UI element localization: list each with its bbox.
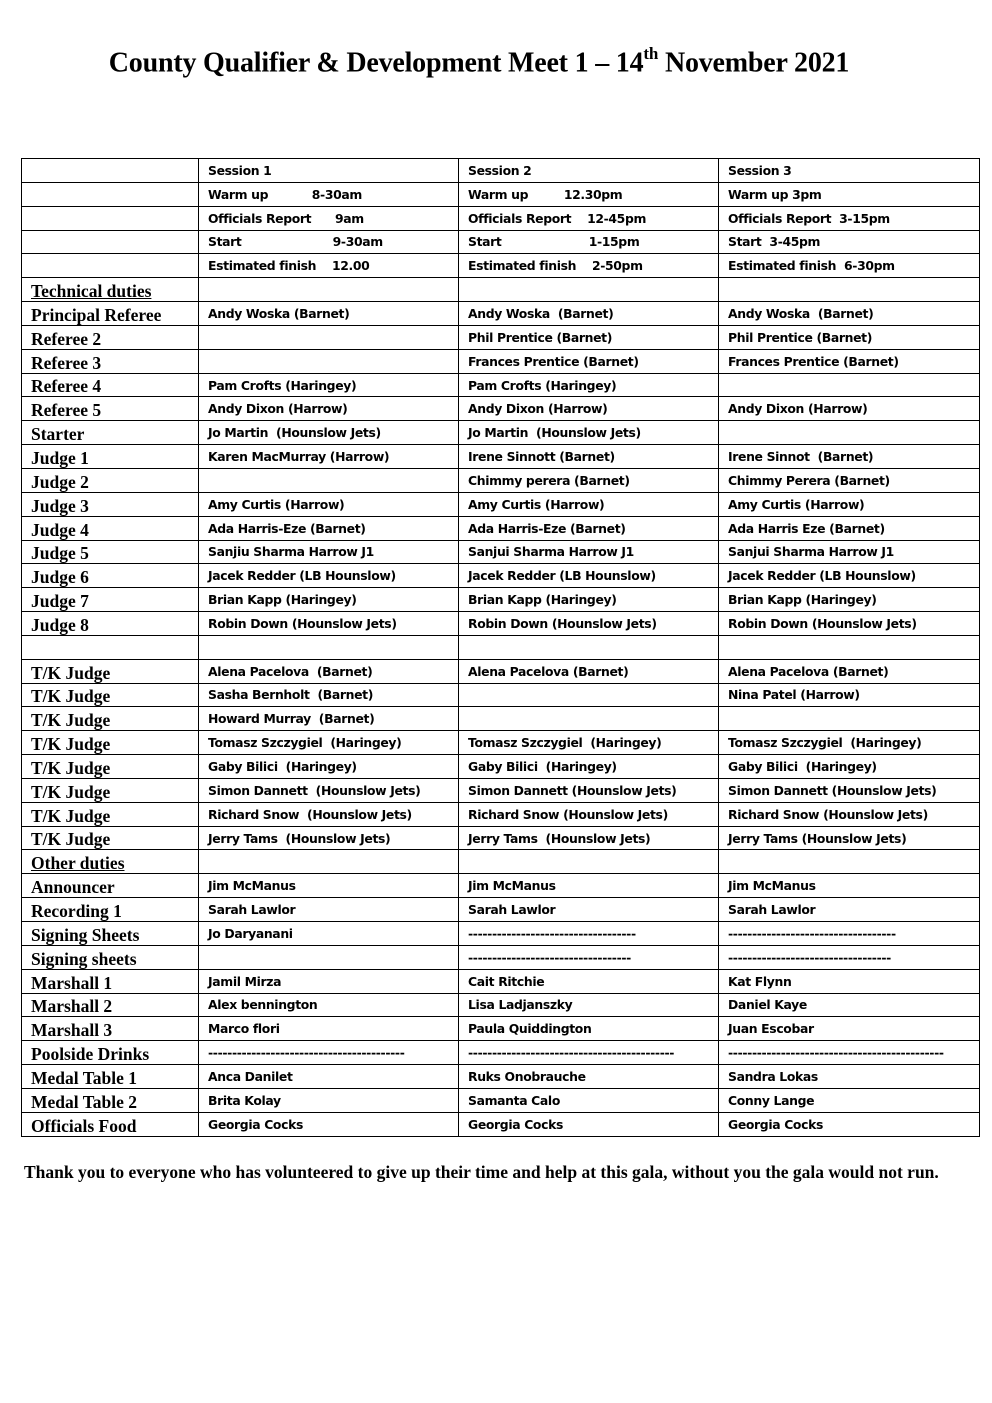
duty-row [22, 445, 980, 469]
duty-row [22, 492, 980, 516]
role-label: Judge 3 [22, 492, 199, 516]
title-main: County Qualifier & Development Meet 1 – 14 [108, 47, 644, 79]
session-2-official: Alena Pacelova (Barnet) [459, 659, 719, 683]
session-3-official: Phil Prentice (Barnet) [719, 325, 980, 349]
officials-table [21, 158, 980, 1137]
duty-row [22, 755, 980, 779]
session-3-official: Jim McManus [719, 874, 980, 898]
session-2-official: ----------------------------------- [459, 922, 719, 946]
session-3-official: Daniel Kaye [719, 993, 980, 1017]
session-2-official: Jim McManus [459, 874, 719, 898]
session-3-official: Sarah Lawlor [719, 898, 980, 922]
session-1-schedule-cell: Session 1 [199, 159, 459, 183]
duty-row [22, 802, 980, 826]
role-label: Starter [22, 421, 199, 445]
session-1-official [199, 278, 459, 302]
role-label: Judge 7 [22, 588, 199, 612]
session-3-official [719, 635, 980, 659]
session-1-official: Sarah Lawlor [199, 898, 459, 922]
session-1-official: Jo Daryanani [199, 922, 459, 946]
session-2-official: Gaby Bilici (Haringey) [459, 755, 719, 779]
session-1-official: Richard Snow (Hounslow Jets) [199, 802, 459, 826]
session-1-official: Jim McManus [199, 874, 459, 898]
session-3-schedule-cell: Estimated finish 6-30pm [719, 254, 980, 278]
session-2-official: Robin Down (Hounslow Jets) [459, 612, 719, 636]
session-2-official: Ada Harris-Eze (Barnet) [459, 516, 719, 540]
title-superscript: th [643, 44, 659, 63]
duty-row [22, 302, 980, 326]
session-2-schedule-cell: Session 2 [459, 159, 719, 183]
session-3-official [719, 707, 980, 731]
session-3-official: Amy Curtis (Harrow) [719, 492, 980, 516]
duty-row [22, 1112, 980, 1136]
role-label: Marshall 2 [22, 993, 199, 1017]
duty-row [22, 874, 980, 898]
role-label: Referee 2 [22, 325, 199, 349]
session-2-official: Lisa Ladjanszky [459, 993, 719, 1017]
session-3-official [719, 373, 980, 397]
session-3-official [719, 278, 980, 302]
session-2-official: ------------------------------------------- [459, 1041, 719, 1065]
duty-row [22, 731, 980, 755]
role-label: Referee 5 [22, 397, 199, 421]
session-3-official: Kat Flynn [719, 969, 980, 993]
role-label: Referee 4 [22, 373, 199, 397]
session-2-official: Ruks Onobrauche [459, 1065, 719, 1089]
role-label: Marshall 1 [22, 969, 199, 993]
role-label: Medal Table 2 [22, 1088, 199, 1112]
session-1-official: Georgia Cocks [199, 1112, 459, 1136]
session-3-schedule-cell: Warm up 3pm [719, 182, 980, 206]
duty-row [22, 969, 980, 993]
section-header-row [22, 850, 980, 874]
duty-row [22, 325, 980, 349]
session-2-official: Frances Prentice (Barnet) [459, 349, 719, 373]
session-3-official: Georgia Cocks [719, 1112, 980, 1136]
session-3-schedule-cell: Start 3-45pm [719, 230, 980, 254]
session-3-official [719, 421, 980, 445]
session-2-official [459, 635, 719, 659]
duty-row [22, 397, 980, 421]
session-2-official: Jerry Tams (Hounslow Jets) [459, 826, 719, 850]
session-3-official: Alena Pacelova (Barnet) [719, 659, 980, 683]
role-label: Judge 8 [22, 612, 199, 636]
role-label: Judge 4 [22, 516, 199, 540]
session-1-official: ----------------------------------------- [199, 1041, 459, 1065]
schedule-row [22, 159, 980, 183]
session-1-schedule-cell: Start 9-30am [199, 230, 459, 254]
schedule-row [22, 254, 980, 278]
role-label: Officials Food [22, 1112, 199, 1136]
session-1-official: Sasha Bernholt (Barnet) [199, 683, 459, 707]
duty-row [22, 349, 980, 373]
role-label: Principal Referee [22, 302, 199, 326]
session-2-official [459, 850, 719, 874]
session-1-schedule-cell: Officials Report 9am [199, 206, 459, 230]
section-header-row [22, 278, 980, 302]
session-2-official: ---------------------------------- [459, 945, 719, 969]
session-1-official: Jo Martin (Hounslow Jets) [199, 421, 459, 445]
session-2-official: Brian Kapp (Haringey) [459, 588, 719, 612]
duty-row [22, 778, 980, 802]
session-1-schedule-cell: Warm up 8-30am [199, 182, 459, 206]
session-2-official: Sanjui Sharma Harrow J1 [459, 540, 719, 564]
session-2-official: Jo Martin (Hounslow Jets) [459, 421, 719, 445]
session-2-official: Paula Quiddington [459, 1017, 719, 1041]
duty-row [22, 540, 980, 564]
session-1-official [199, 945, 459, 969]
role-label [22, 254, 199, 278]
duty-row [22, 635, 980, 659]
session-2-official: Pam Crofts (Haringey) [459, 373, 719, 397]
session-2-official [459, 683, 719, 707]
session-2-official: Phil Prentice (Barnet) [459, 325, 719, 349]
session-3-official: Frances Prentice (Barnet) [719, 349, 980, 373]
session-2-official: Georgia Cocks [459, 1112, 719, 1136]
session-1-official: Tomasz Szczygiel (Haringey) [199, 731, 459, 755]
session-3-official: Gaby Bilici (Haringey) [719, 755, 980, 779]
role-label: Judge 6 [22, 564, 199, 588]
session-1-official: Alena Pacelova (Barnet) [199, 659, 459, 683]
role-label: Poolside Drinks [22, 1041, 199, 1065]
session-3-official [719, 850, 980, 874]
session-1-official: Howard Murray (Barnet) [199, 707, 459, 731]
section-title: Technical duties [22, 278, 199, 302]
section-title: Other duties [22, 850, 199, 874]
session-1-official: Simon Dannett (Hounslow Jets) [199, 778, 459, 802]
session-3-official: Nina Patel (Harrow) [719, 683, 980, 707]
role-label [22, 182, 199, 206]
session-2-official [459, 278, 719, 302]
session-1-official: Robin Down (Hounslow Jets) [199, 612, 459, 636]
session-1-official: Jamil Mirza [199, 969, 459, 993]
session-1-official: Brita Kolay [199, 1088, 459, 1112]
duty-row [22, 993, 980, 1017]
session-3-official: Chimmy Perera (Barnet) [719, 468, 980, 492]
session-1-official [199, 850, 459, 874]
role-label: T/K Judge [22, 707, 199, 731]
role-label: Signing sheets [22, 945, 199, 969]
duty-row [22, 1088, 980, 1112]
role-label: Referee 3 [22, 349, 199, 373]
duty-row [22, 468, 980, 492]
role-label: Signing Sheets [22, 922, 199, 946]
session-3-official: Ada Harris Eze (Barnet) [719, 516, 980, 540]
session-3-official: Sandra Lokas [719, 1065, 980, 1089]
duty-row [22, 659, 980, 683]
session-2-official: Chimmy perera (Barnet) [459, 468, 719, 492]
session-2-schedule-cell: Officials Report 12-45pm [459, 206, 719, 230]
session-1-official [199, 349, 459, 373]
session-3-official: Simon Dannett (Hounslow Jets) [719, 778, 980, 802]
thank-you-note: Thank you to everyone who has volunteered to give up their time and help at this gala, without you the gala would not run. [24, 1162, 939, 1182]
session-2-schedule-cell: Start 1-15pm [459, 230, 719, 254]
schedule-row [22, 206, 980, 230]
session-2-official: Amy Curtis (Harrow) [459, 492, 719, 516]
role-label [22, 206, 199, 230]
duty-row [22, 1065, 980, 1089]
session-1-official: Jacek Redder (LB Hounslow) [199, 564, 459, 588]
role-label [22, 635, 199, 659]
duty-row [22, 588, 980, 612]
session-3-official: Irene Sinnot (Barnet) [719, 445, 980, 469]
session-1-schedule-cell: Estimated finish 12.00 [199, 254, 459, 278]
duty-row [22, 707, 980, 731]
role-label: T/K Judge [22, 802, 199, 826]
role-label: Announcer [22, 874, 199, 898]
role-label [22, 159, 199, 183]
role-label: Judge 5 [22, 540, 199, 564]
session-2-official: Irene Sinnott (Barnet) [459, 445, 719, 469]
role-label: Marshall 3 [22, 1017, 199, 1041]
session-1-official: Brian Kapp (Haringey) [199, 588, 459, 612]
session-3-official: Brian Kapp (Haringey) [719, 588, 980, 612]
session-2-official: Richard Snow (Hounslow Jets) [459, 802, 719, 826]
schedule-row [22, 182, 980, 206]
duty-row [22, 898, 980, 922]
session-1-official [199, 325, 459, 349]
session-2-schedule-cell: Warm up 12.30pm [459, 182, 719, 206]
session-3-schedule-cell: Session 3 [719, 159, 980, 183]
session-3-official: Jerry Tams (Hounslow Jets) [719, 826, 980, 850]
duty-row [22, 826, 980, 850]
session-1-official: Marco flori [199, 1017, 459, 1041]
duty-row [22, 945, 980, 969]
session-2-official: Simon Dannett (Hounslow Jets) [459, 778, 719, 802]
session-2-official: Tomasz Szczygiel (Haringey) [459, 731, 719, 755]
duty-row [22, 373, 980, 397]
duty-row [22, 564, 980, 588]
session-2-official [459, 707, 719, 731]
role-label: Medal Table 1 [22, 1065, 199, 1089]
duty-row [22, 516, 980, 540]
session-2-official: Cait Ritchie [459, 969, 719, 993]
session-1-official: Jerry Tams (Hounslow Jets) [199, 826, 459, 850]
duty-row [22, 1017, 980, 1041]
duty-row [22, 922, 980, 946]
session-2-official: Jacek Redder (LB Hounslow) [459, 564, 719, 588]
session-1-official [199, 468, 459, 492]
duty-row [22, 1041, 980, 1065]
page-title [0, 46, 958, 79]
duty-row [22, 612, 980, 636]
duty-row [22, 421, 980, 445]
session-3-official: --------------------------------------------- [719, 1041, 980, 1065]
session-2-official: Sarah Lawlor [459, 898, 719, 922]
role-label: Judge 1 [22, 445, 199, 469]
officials-table-body [22, 159, 980, 1137]
role-label: T/K Judge [22, 778, 199, 802]
role-label: Recording 1 [22, 898, 199, 922]
session-1-official: Sanjiu Sharma Harrow J1 [199, 540, 459, 564]
schedule-row [22, 230, 980, 254]
session-3-official: Andy Woska (Barnet) [719, 302, 980, 326]
session-1-official: Andy Dixon (Harrow) [199, 397, 459, 421]
session-1-official: Anca Danilet [199, 1065, 459, 1089]
session-3-official: ---------------------------------- [719, 945, 980, 969]
session-1-official: Ada Harris-Eze (Barnet) [199, 516, 459, 540]
role-label [22, 230, 199, 254]
session-3-schedule-cell: Officials Report 3-15pm [719, 206, 980, 230]
session-2-official: Andy Woska (Barnet) [459, 302, 719, 326]
session-3-official: ----------------------------------- [719, 922, 980, 946]
session-1-official: Amy Curtis (Harrow) [199, 492, 459, 516]
session-3-official: Juan Escobar [719, 1017, 980, 1041]
duty-row [22, 683, 980, 707]
role-label: T/K Judge [22, 826, 199, 850]
session-2-schedule-cell: Estimated finish 2-50pm [459, 254, 719, 278]
session-1-official: Karen MacMurray (Harrow) [199, 445, 459, 469]
role-label: T/K Judge [22, 755, 199, 779]
session-1-official: Pam Crofts (Haringey) [199, 373, 459, 397]
session-3-official: Conny Lange [719, 1088, 980, 1112]
session-3-official: Jacek Redder (LB Hounslow) [719, 564, 980, 588]
role-label: T/K Judge [22, 659, 199, 683]
session-3-official: Robin Down (Hounslow Jets) [719, 612, 980, 636]
session-2-official: Andy Dixon (Harrow) [459, 397, 719, 421]
session-3-official: Sanjui Sharma Harrow J1 [719, 540, 980, 564]
session-1-official: Alex bennington [199, 993, 459, 1017]
session-3-official: Tomasz Szczygiel (Haringey) [719, 731, 980, 755]
session-2-official: Samanta Calo [459, 1088, 719, 1112]
title-end: November 2021 [658, 47, 850, 79]
session-1-official: Andy Woska (Barnet) [199, 302, 459, 326]
session-1-official: Gaby Bilici (Haringey) [199, 755, 459, 779]
role-label: T/K Judge [22, 731, 199, 755]
role-label: Judge 2 [22, 468, 199, 492]
role-label: T/K Judge [22, 683, 199, 707]
session-3-official: Richard Snow (Hounslow Jets) [719, 802, 980, 826]
session-3-official: Andy Dixon (Harrow) [719, 397, 980, 421]
session-1-official [199, 635, 459, 659]
